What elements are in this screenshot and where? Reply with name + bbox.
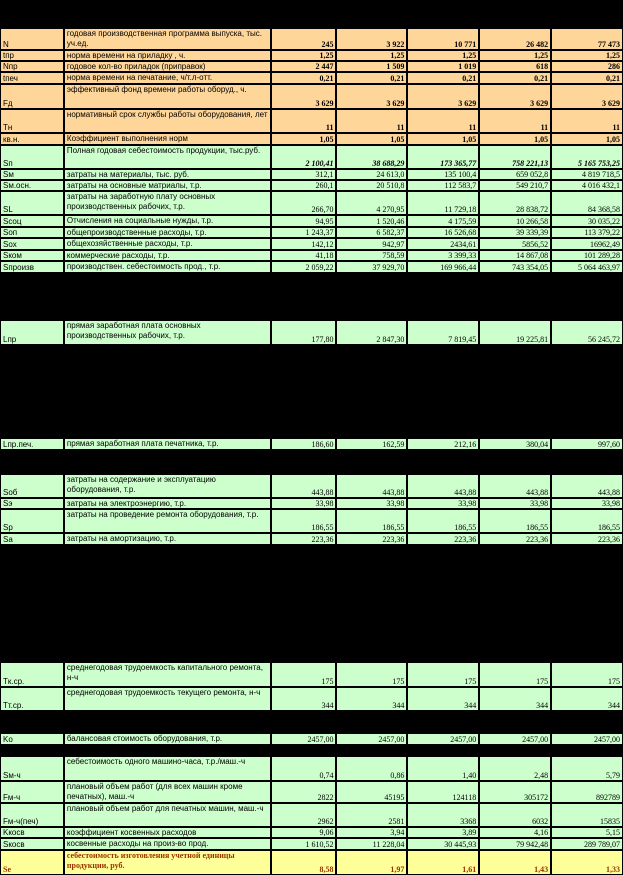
row-value: 11 — [336, 109, 407, 133]
row-code: Sоп — [0, 227, 64, 238]
row-value: 5,79 — [551, 756, 623, 781]
row-value: 177,80 — [271, 320, 337, 345]
row-value: 11 — [407, 109, 479, 133]
row-value: 30 035,22 — [551, 215, 623, 227]
row-value: 2 100,41 — [271, 145, 337, 169]
row-value: 3 399,33 — [407, 250, 479, 261]
row-value: 0,21 — [271, 72, 337, 84]
row-description: общехозяйственные расходы, т.р. — [64, 238, 271, 250]
row-description: затраты на амортизацию, т.р. — [64, 533, 271, 545]
table-row — [0, 84, 623, 109]
row-value: 2457,00 — [407, 733, 479, 745]
row-value: 212,16 — [407, 438, 479, 450]
table-row — [0, 191, 623, 215]
row-code: Sа — [0, 533, 64, 545]
row-value: 38 688,29 — [336, 145, 407, 169]
row-code: Sкосв — [0, 838, 64, 850]
row-code: Se — [0, 850, 64, 875]
row-value: 1,05 — [271, 133, 337, 145]
row-code: Sм — [0, 169, 64, 180]
row-value: 223,36 — [407, 533, 479, 545]
row-value: 6 582,37 — [336, 227, 407, 238]
row-code: Sпроизв — [0, 261, 64, 273]
row-value: 223,36 — [551, 533, 623, 545]
row-value: 1 019 — [407, 61, 479, 72]
row-value: 175 — [551, 662, 623, 687]
row-value: 3 629 — [336, 84, 407, 109]
row-code: tпр — [0, 50, 64, 61]
row-code: Sэ — [0, 498, 64, 509]
row-value: 10 266,58 — [479, 215, 551, 227]
row-value: 79 942,48 — [479, 838, 551, 850]
table-row — [0, 238, 623, 250]
row-value: 223,36 — [336, 533, 407, 545]
row-value: 9,06 — [271, 827, 337, 838]
row-value: 344 — [479, 687, 551, 711]
row-code: SL — [0, 191, 64, 215]
row-value: 33,98 — [479, 498, 551, 509]
row-value: 4 819 718,5 — [551, 169, 623, 180]
row-value: 0,21 — [407, 72, 479, 84]
row-value: 286 — [551, 61, 623, 72]
row-value: 2457,00 — [479, 733, 551, 745]
table-row — [0, 498, 623, 509]
table-row — [0, 145, 623, 169]
row-code: Sм.осн. — [0, 180, 64, 191]
row-description: норма времени на печатание, ч/т.л-отт. — [64, 72, 271, 84]
row-value: 0,74 — [271, 756, 337, 781]
row-value: 3,94 — [336, 827, 407, 838]
row-value: 3368 — [407, 803, 479, 827]
row-value: 19 225,81 — [479, 320, 551, 345]
row-description: среднегодовая трудоемкость текущего ремонта, н-ч — [64, 687, 271, 711]
table-row — [0, 509, 623, 533]
table-row — [0, 474, 623, 498]
row-value: 5 064 463,97 — [551, 261, 623, 273]
row-code: Sр — [0, 509, 64, 533]
row-value: 0,21 — [479, 72, 551, 84]
row-value: 3 629 — [407, 84, 479, 109]
row-code: Fд — [0, 84, 64, 109]
row-value: 112 583,7 — [407, 180, 479, 191]
table-row — [0, 781, 623, 803]
row-description: прямая заработная плата основных производственных рабочих, т.р. — [64, 320, 271, 345]
table-row — [0, 169, 623, 180]
row-description: себестоимость одного машино-часа, т.р./маш.-ч — [64, 756, 271, 781]
row-value: 2 059,22 — [271, 261, 337, 273]
row-value: 7 819,45 — [407, 320, 479, 345]
row-value: 3 629 — [551, 84, 623, 109]
row-value: 1,25 — [479, 50, 551, 61]
row-value: 33,98 — [336, 498, 407, 509]
row-value: 16 526,68 — [407, 227, 479, 238]
row-value: 4 016 432,1 — [551, 180, 623, 191]
row-description: Коэффициент выполнения норм — [64, 133, 271, 145]
row-value: 2,48 — [479, 756, 551, 781]
row-value: 0,21 — [336, 72, 407, 84]
row-value: 758 221,13 — [479, 145, 551, 169]
row-value: 1,43 — [479, 850, 551, 875]
row-code: Sох — [0, 238, 64, 250]
row-value: 28 838,72 — [479, 191, 551, 215]
row-value: 3 629 — [479, 84, 551, 109]
row-code: Sп — [0, 145, 64, 169]
row-value: 1,25 — [271, 50, 337, 61]
row-description: норма времени на приладку , ч. — [64, 50, 271, 61]
row-value: 2457,00 — [336, 733, 407, 745]
row-value: 1,05 — [479, 133, 551, 145]
row-description: затраты на заработную плату основных производственных рабочих, т.р. — [64, 191, 271, 215]
row-description: годовое кол-во приладок (приправок) — [64, 61, 271, 72]
row-value: 113 379,22 — [551, 227, 623, 238]
row-code: Kкосв — [0, 827, 64, 838]
row-value: 2962 — [271, 803, 337, 827]
row-value: 11 729,18 — [407, 191, 479, 215]
table-row — [0, 838, 623, 850]
row-value: 997,60 — [551, 438, 623, 450]
row-description: Отчисления на социальные нужды, т.р. — [64, 215, 271, 227]
table-row — [0, 72, 623, 84]
row-value: 186,55 — [407, 509, 479, 533]
row-value: 1,40 — [407, 756, 479, 781]
row-code: Tн — [0, 109, 64, 133]
row-description: затраты на материалы, тыс. руб. — [64, 169, 271, 180]
row-value: 942,97 — [336, 238, 407, 250]
row-value: 758,59 — [336, 250, 407, 261]
row-description: общепроизводственные расходы, т.р. — [64, 227, 271, 238]
row-code: Tт.ср. — [0, 687, 64, 711]
table-row — [0, 261, 623, 273]
row-value: 45195 — [336, 781, 407, 803]
row-value: 186,55 — [551, 509, 623, 533]
row-value: 245 — [271, 28, 337, 50]
table-row — [0, 320, 623, 345]
row-code: Kо — [0, 733, 64, 745]
table-row — [0, 827, 623, 838]
row-description: себестоимость изготовления учетной единицы продукции, руб. — [64, 850, 271, 875]
table-row — [0, 61, 623, 72]
row-description: балансовая стоимость оборудования, т.р. — [64, 733, 271, 745]
row-value: 344 — [271, 687, 337, 711]
row-value: 4,16 — [479, 827, 551, 838]
row-value: 39 339,39 — [479, 227, 551, 238]
row-description: коэффициент косвенных расходов — [64, 827, 271, 838]
row-value: 8,58 — [271, 850, 337, 875]
table-row — [0, 533, 623, 545]
row-value: 443,88 — [271, 474, 337, 498]
row-value: 1,25 — [551, 50, 623, 61]
row-value: 5 165 753,25 — [551, 145, 623, 169]
row-value: 549 210,7 — [479, 180, 551, 191]
row-value: 2581 — [336, 803, 407, 827]
row-value: 344 — [407, 687, 479, 711]
row-value: 1,05 — [336, 133, 407, 145]
row-value: 11 — [271, 109, 337, 133]
row-description: прямая заработная плата печатника, т.р. — [64, 438, 271, 450]
row-code: Nпр — [0, 61, 64, 72]
row-value: 15835 — [551, 803, 623, 827]
row-value: 743 354,05 — [479, 261, 551, 273]
row-description: плановый объем работ для печатных машин, маш.-ч — [64, 803, 271, 827]
row-code: N — [0, 28, 64, 50]
row-description: коммерческие расходы, т.р. — [64, 250, 271, 261]
row-value: 380,04 — [479, 438, 551, 450]
row-value: 223,36 — [271, 533, 337, 545]
row-value: 169 966,44 — [407, 261, 479, 273]
row-value: 5,15 — [551, 827, 623, 838]
row-value: 37 929,70 — [336, 261, 407, 273]
row-value: 175 — [407, 662, 479, 687]
table-row — [0, 50, 623, 61]
row-value: 659 052,8 — [479, 169, 551, 180]
row-value: 94,95 — [271, 215, 337, 227]
row-value: 2457,00 — [271, 733, 337, 745]
row-value: 24 613,0 — [336, 169, 407, 180]
row-value: 1 243,37 — [271, 227, 337, 238]
row-value: 186,55 — [479, 509, 551, 533]
row-value: 6032 — [479, 803, 551, 827]
row-code: tпеч — [0, 72, 64, 84]
row-value: 77 473 — [551, 28, 623, 50]
table-row — [0, 215, 623, 227]
row-description: затраты на основные матриалы, т.р. — [64, 180, 271, 191]
row-code: Sсоц — [0, 215, 64, 227]
row-value: 344 — [336, 687, 407, 711]
row-value: 135 100,4 — [407, 169, 479, 180]
row-value: 16962,49 — [551, 238, 623, 250]
row-description: эффективный фонд времени работы оборуд., ч. — [64, 84, 271, 109]
row-description: затраты на проведение ремонта оборудования, т.р. — [64, 509, 271, 533]
row-code: Sком — [0, 250, 64, 261]
table-row — [0, 28, 623, 50]
row-value: 84 368,58 — [551, 191, 623, 215]
row-code: Fм-ч(печ) — [0, 803, 64, 827]
row-value: 1,25 — [407, 50, 479, 61]
row-value: 14 867,08 — [479, 250, 551, 261]
row-description: нормативный срок службы работы оборудования, лет — [64, 109, 271, 133]
row-value: 11 — [551, 109, 623, 133]
row-description: Полная годовая себестоимость продукции, тыс.руб. — [64, 145, 271, 169]
row-value: 260,1 — [271, 180, 337, 191]
row-value: 1 610,52 — [271, 838, 337, 850]
row-value: 162,59 — [336, 438, 407, 450]
row-code: Sм-ч — [0, 756, 64, 781]
row-value: 33,98 — [271, 498, 337, 509]
table-row — [0, 227, 623, 238]
table-row — [0, 850, 623, 875]
table-row — [0, 662, 623, 687]
row-value: 312,1 — [271, 169, 337, 180]
row-value: 618 — [479, 61, 551, 72]
row-description: производствен. себестоимость прод., т.р. — [64, 261, 271, 273]
row-description: косвенные расходы на произ-во прод. — [64, 838, 271, 850]
row-value: 11 — [479, 109, 551, 133]
row-value: 56 245,72 — [551, 320, 623, 345]
row-value: 2457,00 — [551, 733, 623, 745]
row-value: 1 509 — [336, 61, 407, 72]
row-value: 175 — [336, 662, 407, 687]
row-value: 0,21 — [551, 72, 623, 84]
row-value: 5856,52 — [479, 238, 551, 250]
row-value: 289 789,07 — [551, 838, 623, 850]
row-value: 443,88 — [479, 474, 551, 498]
row-description: плановый объем работ (для всех машин кроме печатных), маш.-ч — [64, 781, 271, 803]
row-code: Tк.ср. — [0, 662, 64, 687]
row-value: 344 — [551, 687, 623, 711]
row-value: 33,98 — [551, 498, 623, 509]
row-code: Lпр — [0, 320, 64, 345]
row-value: 443,88 — [407, 474, 479, 498]
row-value: 0,86 — [336, 756, 407, 781]
row-value: 443,88 — [551, 474, 623, 498]
row-value: 1,05 — [551, 133, 623, 145]
row-value: 33,98 — [407, 498, 479, 509]
row-value: 175 — [271, 662, 337, 687]
row-value: 4 175,59 — [407, 215, 479, 227]
row-description: среднегодовая трудоемкость капитального ремонта, н-ч — [64, 662, 271, 687]
row-value: 2822 — [271, 781, 337, 803]
row-value: 11 228,04 — [336, 838, 407, 850]
row-value: 223,36 — [479, 533, 551, 545]
row-value: 3,89 — [407, 827, 479, 838]
table-row — [0, 687, 623, 711]
row-code: Fм-ч — [0, 781, 64, 803]
table-row — [0, 133, 623, 145]
row-value: 10 771 — [407, 28, 479, 50]
row-value: 20 510,8 — [336, 180, 407, 191]
row-value: 2 447 — [271, 61, 337, 72]
row-value: 892789 — [551, 781, 623, 803]
row-value: 101 289,28 — [551, 250, 623, 261]
row-value: 173 365,77 — [407, 145, 479, 169]
row-value: 186,55 — [336, 509, 407, 533]
row-description: затраты на содержание и эксплуатацию оборудования, т.р. — [64, 474, 271, 498]
row-value: 2434,61 — [407, 238, 479, 250]
table-row — [0, 733, 623, 745]
row-value: 3 629 — [271, 84, 337, 109]
table-row — [0, 438, 623, 450]
row-value: 142,12 — [271, 238, 337, 250]
row-description: годовая производственная программа выпуска, тыс. уч.ед. — [64, 28, 271, 50]
row-description: затраты на электроэнергию, т.р. — [64, 498, 271, 509]
row-value: 41,18 — [271, 250, 337, 261]
table-row — [0, 180, 623, 191]
row-code: Lпр.печ. — [0, 438, 64, 450]
table-row — [0, 109, 623, 133]
table-row — [0, 803, 623, 827]
row-value: 1,33 — [551, 850, 623, 875]
row-value: 305172 — [479, 781, 551, 803]
row-value: 1,05 — [407, 133, 479, 145]
row-value: 1 520,46 — [336, 215, 407, 227]
row-value: 186,55 — [271, 509, 337, 533]
row-value: 1,25 — [336, 50, 407, 61]
row-value: 2 847,30 — [336, 320, 407, 345]
row-code: кв.н. — [0, 133, 64, 145]
row-value: 443,88 — [336, 474, 407, 498]
row-value: 124118 — [407, 781, 479, 803]
row-value: 30 445,93 — [407, 838, 479, 850]
row-value: 175 — [479, 662, 551, 687]
table-row — [0, 756, 623, 781]
row-value: 4 270,95 — [336, 191, 407, 215]
row-code: Sоб — [0, 474, 64, 498]
row-value: 266,70 — [271, 191, 337, 215]
row-value: 3 922 — [336, 28, 407, 50]
table-row — [0, 250, 623, 261]
row-value: 26 482 — [479, 28, 551, 50]
row-value: 1,97 — [336, 850, 407, 875]
row-value: 186,60 — [271, 438, 337, 450]
row-value: 1,61 — [407, 850, 479, 875]
